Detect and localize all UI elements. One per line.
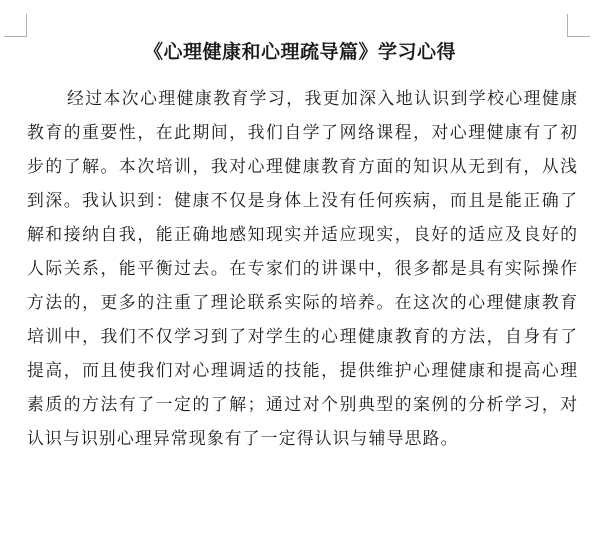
body-line: 到深。我认识到：健康不仅是身体上没有任何疾病，而且是能正确了 [27,190,577,210]
body-line: 解和接纳自我，能正确地感知现实并适应现实，良好的适应及良好的 [27,224,577,244]
body-line: 提高，而且使我们对心理调适的技能，提供维护心理健康和提高心理 [27,360,577,380]
body-line: 认识与识别心理异常现象有了一定得认识与辅导思路。 [27,428,459,448]
crop-mark-top-left [4,14,27,37]
document-title: 《心理健康和心理疏导篇》学习心得 [143,41,456,63]
document-body [27,81,577,455]
body-line: 人际关系，能平衡过去。在专家们的讲课中，很多都是具有实际操作 [27,258,577,278]
body-line: 教育的重要性，在此期间，我们自学了网络课程，对心理健康有了初 [27,122,577,142]
body-line: 素质的方法有了一定的了解；通过对个别典型的案例的分析学习，对 [27,394,577,414]
body-line: 经过本次心理健康教育学习，我更加深入地认识到学校心理健康 [67,88,577,108]
body-line: 方法的，更多的注重了理论联系实际的培养。在这次的心理健康教育 [27,292,577,312]
body-line: 步的了解。本次培训，我对心理健康教育方面的知识从无到有，从浅 [27,156,577,176]
crop-mark-top-right [567,14,590,37]
body-line: 培训中，我们不仅学习到了对学生的心理健康教育的方法，自身有了 [27,326,577,346]
